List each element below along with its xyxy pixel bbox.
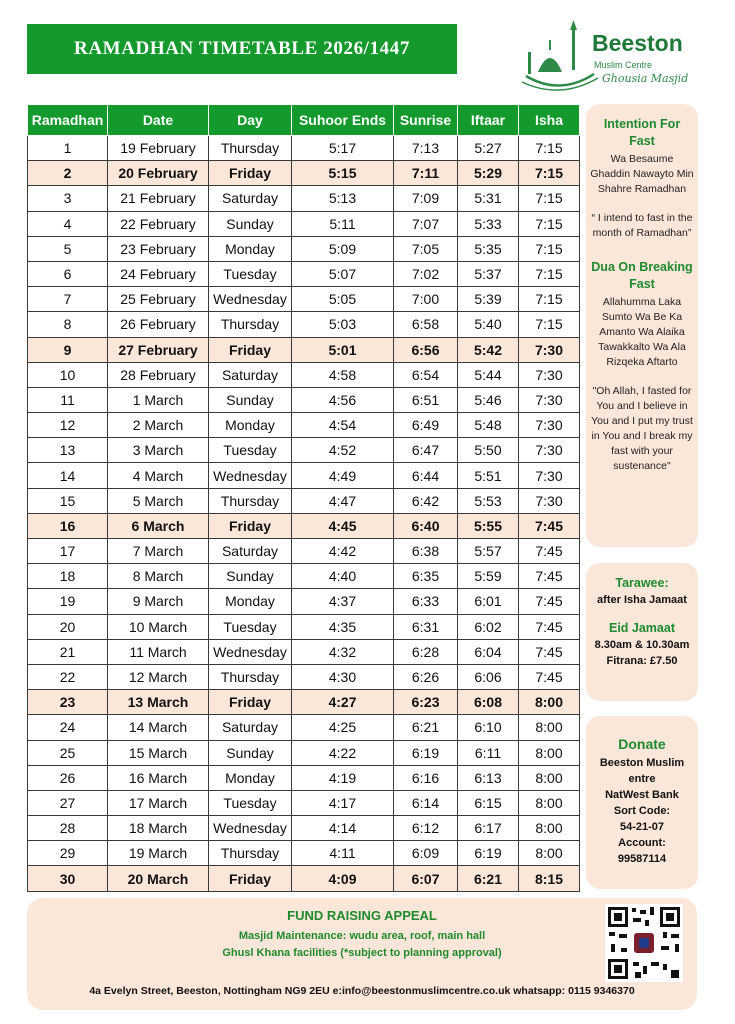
cell-sunrise-time: 7:13 — [394, 136, 458, 161]
cell-sunrise-time: 6:56 — [394, 337, 458, 362]
cell-suhoor-time: 4:52 — [292, 438, 394, 463]
footer-contact: 4a Evelyn Street, Beeston, Nottingham NG9 2EU e:info@beestonmuslimcentre.co.uk whatsapp: 0115 9346370 — [89, 985, 635, 997]
cell-isha-time: 7:45 — [519, 564, 580, 589]
cell-sunrise-time: 6:16 — [394, 765, 458, 790]
mosque-dome-icon — [520, 16, 600, 96]
cell-suhoor-time: 4:11 — [292, 841, 394, 866]
cell-isha-time: 8:15 — [519, 866, 580, 891]
cell-weekday: Sunday — [209, 211, 292, 236]
cell-day-number: 4 — [28, 211, 108, 236]
cell-iftaar-time: 6:19 — [458, 841, 519, 866]
cell-weekday: Thursday — [209, 312, 292, 337]
cell-date: 24 February — [108, 261, 209, 286]
sort-code: 54-21-07 — [619, 821, 665, 833]
cell-weekday: Saturday — [209, 186, 292, 211]
cell-iftaar-time: 5:39 — [458, 287, 519, 312]
cell-iftaar-time: 5:59 — [458, 564, 519, 589]
cell-sunrise-time: 7:09 — [394, 186, 458, 211]
cell-iftaar-time: 6:01 — [458, 589, 519, 614]
intention-dua-box — [586, 104, 698, 547]
cell-suhoor-time: 4:58 — [292, 362, 394, 387]
cell-date: 22 February — [108, 211, 209, 236]
cell-suhoor-time: 5:03 — [292, 312, 394, 337]
cell-weekday: Wednesday — [209, 639, 292, 664]
cell-suhoor-time: 5:01 — [292, 337, 394, 362]
table-row — [28, 866, 580, 891]
cell-day-number: 24 — [28, 715, 108, 740]
cell-suhoor-time: 4:19 — [292, 765, 394, 790]
cell-sunrise-time: 6:35 — [394, 564, 458, 589]
cell-sunrise-time: 6:51 — [394, 387, 458, 412]
cell-iftaar-time: 5:35 — [458, 236, 519, 261]
cell-isha-time: 7:30 — [519, 438, 580, 463]
account-number: 99587114 — [617, 853, 667, 865]
cell-date: 10 March — [108, 614, 209, 639]
cell-iftaar-time: 5:42 — [458, 337, 519, 362]
cell-day-number: 30 — [28, 866, 108, 891]
donate-bank: NatWest Bank — [605, 789, 679, 801]
cell-isha-time: 7:30 — [519, 463, 580, 488]
cell-iftaar-time: 5:40 — [458, 312, 519, 337]
cell-date: 2 March — [108, 413, 209, 438]
cell-suhoor-time: 4:35 — [292, 614, 394, 639]
cell-suhoor-time: 5:13 — [292, 186, 394, 211]
table-row — [28, 589, 580, 614]
cell-weekday: Friday — [209, 337, 292, 362]
page-title: RAMADHAN TIMETABLE 2026/1447 — [74, 38, 410, 59]
cell-iftaar-time: 6:08 — [458, 690, 519, 715]
cell-sunrise-time: 7:05 — [394, 236, 458, 261]
cell-day-number: 16 — [28, 513, 108, 538]
cell-date: 6 March — [108, 513, 209, 538]
cell-isha-time: 8:00 — [519, 790, 580, 815]
cell-sunrise-time: 6:23 — [394, 690, 458, 715]
cell-iftaar-time: 5:33 — [458, 211, 519, 236]
cell-weekday: Saturday — [209, 539, 292, 564]
eid-times: 8.30am & 10.30am — [594, 639, 690, 651]
cell-date: 7 March — [108, 539, 209, 564]
cell-iftaar-time: 6:21 — [458, 866, 519, 891]
cell-weekday: Tuesday — [209, 790, 292, 815]
cell-iftaar-time: 5:51 — [458, 463, 519, 488]
cell-weekday: Sunday — [209, 740, 292, 765]
cell-date: 18 March — [108, 816, 209, 841]
cell-date: 3 March — [108, 438, 209, 463]
masjid-logo — [520, 16, 695, 96]
cell-isha-time: 7:45 — [519, 664, 580, 689]
cell-isha-time: 7:45 — [519, 639, 580, 664]
cell-weekday: Friday — [209, 690, 292, 715]
cell-weekday: Thursday — [209, 841, 292, 866]
cell-day-number: 26 — [28, 765, 108, 790]
cell-sunrise-time: 7:02 — [394, 261, 458, 286]
cell-isha-time: 7:15 — [519, 312, 580, 337]
cell-weekday: Monday — [209, 413, 292, 438]
cell-date: 20 March — [108, 866, 209, 891]
cell-iftaar-time: 5:31 — [458, 186, 519, 211]
cell-day-number: 10 — [28, 362, 108, 387]
cell-sunrise-time: 6:42 — [394, 488, 458, 513]
cell-day-number: 5 — [28, 236, 108, 261]
table-row — [28, 639, 580, 664]
table-row — [28, 765, 580, 790]
donate-box — [586, 716, 698, 889]
cell-day-number: 2 — [28, 161, 108, 186]
cell-sunrise-time: 6:38 — [394, 539, 458, 564]
table-row — [28, 261, 580, 286]
cell-date: 11 March — [108, 639, 209, 664]
cell-iftaar-time: 5:46 — [458, 387, 519, 412]
cell-date: 28 February — [108, 362, 209, 387]
cell-isha-time: 7:15 — [519, 236, 580, 261]
cell-sunrise-time: 6:54 — [394, 362, 458, 387]
cell-iftaar-time: 6:13 — [458, 765, 519, 790]
cell-day-number: 12 — [28, 413, 108, 438]
cell-suhoor-time: 4:14 — [292, 816, 394, 841]
cell-weekday: Thursday — [209, 664, 292, 689]
cell-iftaar-time: 5:48 — [458, 413, 519, 438]
appeal-line-2: Ghusl Khana facilities (*subject to planning approval) — [222, 947, 502, 959]
cell-date: 14 March — [108, 715, 209, 740]
cell-iftaar-time: 6:11 — [458, 740, 519, 765]
dua-heading: Dua On Breaking Fast — [591, 260, 693, 291]
cell-weekday: Sunday — [209, 564, 292, 589]
cell-date: 26 February — [108, 312, 209, 337]
col-header-iftaar: Iftaar — [458, 105, 519, 136]
cell-sunrise-time: 6:47 — [394, 438, 458, 463]
table-header-row — [28, 105, 580, 136]
cell-isha-time: 8:00 — [519, 841, 580, 866]
taraweeh-text: after Isha Jamaat — [597, 594, 687, 606]
cell-day-number: 29 — [28, 841, 108, 866]
cell-day-number: 9 — [28, 337, 108, 362]
cell-sunrise-time: 6:33 — [394, 589, 458, 614]
table-row — [28, 337, 580, 362]
col-header-day: Day — [209, 105, 292, 136]
cell-date: 17 March — [108, 790, 209, 815]
table-row — [28, 136, 580, 161]
cell-date: 19 February — [108, 136, 209, 161]
cell-suhoor-time: 4:22 — [292, 740, 394, 765]
cell-isha-time: 7:30 — [519, 362, 580, 387]
cell-weekday: Wednesday — [209, 816, 292, 841]
intention-arabic: Wa Besaume Ghaddin Nawayto Min Shahre Ramadhan — [590, 153, 694, 195]
cell-iftaar-time: 5:53 — [458, 488, 519, 513]
cell-date: 5 March — [108, 488, 209, 513]
cell-weekday: Tuesday — [209, 261, 292, 286]
cell-day-number: 8 — [28, 312, 108, 337]
cell-isha-time: 8:00 — [519, 690, 580, 715]
cell-day-number: 19 — [28, 589, 108, 614]
cell-day-number: 23 — [28, 690, 108, 715]
cell-iftaar-time: 5:27 — [458, 136, 519, 161]
col-header-sunrise: Sunrise — [394, 105, 458, 136]
cell-iftaar-time: 6:15 — [458, 790, 519, 815]
cell-isha-time: 7:15 — [519, 287, 580, 312]
cell-sunrise-time: 7:07 — [394, 211, 458, 236]
col-header-isha: Isha — [519, 105, 580, 136]
table-row — [28, 161, 580, 186]
cell-isha-time: 7:45 — [519, 539, 580, 564]
cell-sunrise-time: 6:09 — [394, 841, 458, 866]
cell-weekday: Monday — [209, 589, 292, 614]
taraweeh-heading: Tarawee: — [615, 576, 669, 590]
cell-iftaar-time: 6:06 — [458, 664, 519, 689]
cell-sunrise-time: 6:26 — [394, 664, 458, 689]
cell-iftaar-time: 5:44 — [458, 362, 519, 387]
table-row — [28, 841, 580, 866]
cell-suhoor-time: 4:45 — [292, 513, 394, 538]
cell-sunrise-time: 6:21 — [394, 715, 458, 740]
table-row — [28, 539, 580, 564]
cell-day-number: 13 — [28, 438, 108, 463]
table-row — [28, 413, 580, 438]
table-row — [28, 287, 580, 312]
cell-iftaar-time: 5:50 — [458, 438, 519, 463]
cell-day-number: 17 — [28, 539, 108, 564]
table-row — [28, 463, 580, 488]
qr-code-icon[interactable] — [605, 904, 683, 982]
col-header-suhoor: Suhoor Ends — [292, 105, 394, 136]
cell-isha-time: 7:15 — [519, 211, 580, 236]
cell-suhoor-time: 4:17 — [292, 790, 394, 815]
cell-weekday: Wednesday — [209, 287, 292, 312]
cell-day-number: 22 — [28, 664, 108, 689]
cell-suhoor-time: 4:30 — [292, 664, 394, 689]
table-row — [28, 564, 580, 589]
cell-weekday: Tuesday — [209, 438, 292, 463]
cell-date: 19 March — [108, 841, 209, 866]
cell-weekday: Friday — [209, 513, 292, 538]
cell-day-number: 3 — [28, 186, 108, 211]
cell-suhoor-time: 4:54 — [292, 413, 394, 438]
cell-day-number: 15 — [28, 488, 108, 513]
cell-iftaar-time: 5:29 — [458, 161, 519, 186]
intention-heading: Intention For Fast — [603, 117, 681, 148]
cell-suhoor-time: 4:32 — [292, 639, 394, 664]
appeal-line-1: Masjid Maintenance: wudu area, roof, main hall — [238, 930, 486, 942]
account-label: Account: — [618, 837, 666, 849]
table-row — [28, 362, 580, 387]
cell-suhoor-time: 5:11 — [292, 211, 394, 236]
cell-sunrise-time: 6:58 — [394, 312, 458, 337]
table-row — [28, 664, 580, 689]
table-row — [28, 715, 580, 740]
cell-day-number: 21 — [28, 639, 108, 664]
cell-suhoor-time: 5:15 — [292, 161, 394, 186]
cell-day-number: 25 — [28, 740, 108, 765]
fund-raising-appeal — [27, 898, 697, 1010]
dua-arabic: Allahumma Laka Sumto Wa Be Ka Amanto Wa Alaika Tawakkalto Wa Ala Rizqeka Aftarto — [598, 296, 686, 368]
cell-day-number: 14 — [28, 463, 108, 488]
cell-date: 4 March — [108, 463, 209, 488]
table-row — [28, 488, 580, 513]
cell-iftaar-time: 5:57 — [458, 539, 519, 564]
cell-day-number: 27 — [28, 790, 108, 815]
logo-script: Ghousia Masjid — [602, 72, 689, 85]
cell-weekday: Thursday — [209, 488, 292, 513]
title-banner — [27, 24, 457, 74]
table-row — [28, 614, 580, 639]
cell-weekday: Friday — [209, 866, 292, 891]
table-row — [28, 312, 580, 337]
cell-suhoor-time: 4:49 — [292, 463, 394, 488]
cell-sunrise-time: 6:19 — [394, 740, 458, 765]
cell-suhoor-time: 4:09 — [292, 866, 394, 891]
cell-date: 16 March — [108, 765, 209, 790]
cell-iftaar-time: 6:02 — [458, 614, 519, 639]
cell-suhoor-time: 5:17 — [292, 136, 394, 161]
cell-isha-time: 8:00 — [519, 740, 580, 765]
donate-name: Beeston Muslim entre — [599, 757, 685, 785]
cell-suhoor-time: 5:05 — [292, 287, 394, 312]
fitrana: Fitrana: £7.50 — [606, 655, 678, 667]
table-row — [28, 790, 580, 815]
cell-sunrise-time: 6:12 — [394, 816, 458, 841]
cell-date: 13 March — [108, 690, 209, 715]
cell-isha-time: 7:30 — [519, 488, 580, 513]
cell-weekday: Thursday — [209, 136, 292, 161]
cell-suhoor-time: 4:25 — [292, 715, 394, 740]
intention-translation: “ I intend to fast in the month of Ramadhan” — [591, 212, 693, 239]
sort-code-label: Sort Code: — [613, 805, 671, 817]
donate-heading: Donate — [618, 736, 666, 752]
cell-isha-time: 7:45 — [519, 589, 580, 614]
cell-suhoor-time: 5:07 — [292, 261, 394, 286]
cell-suhoor-time: 4:42 — [292, 539, 394, 564]
cell-isha-time: 7:15 — [519, 136, 580, 161]
cell-weekday: Wednesday — [209, 463, 292, 488]
cell-sunrise-time: 6:14 — [394, 790, 458, 815]
table-row — [28, 690, 580, 715]
logo-subtitle: Muslim Centre — [594, 60, 653, 70]
table-row — [28, 816, 580, 841]
table-row — [28, 186, 580, 211]
cell-suhoor-time: 4:27 — [292, 690, 394, 715]
cell-isha-time: 7:45 — [519, 513, 580, 538]
logo-name: Beeston — [592, 30, 683, 56]
cell-isha-time: 8:00 — [519, 765, 580, 790]
cell-suhoor-time: 4:40 — [292, 564, 394, 589]
cell-day-number: 11 — [28, 387, 108, 412]
cell-iftaar-time: 6:04 — [458, 639, 519, 664]
table-row — [28, 211, 580, 236]
dua-translation: "Oh Allah, I fasted for You and I believe in You and I put my trust in You and I break my fast with your sustenance" — [591, 385, 693, 472]
cell-date: 1 March — [108, 387, 209, 412]
cell-day-number: 28 — [28, 816, 108, 841]
cell-weekday: Saturday — [209, 715, 292, 740]
cell-date: 20 February — [108, 161, 209, 186]
cell-isha-time: 8:00 — [519, 816, 580, 841]
cell-day-number: 1 — [28, 136, 108, 161]
col-header-date: Date — [108, 105, 209, 136]
cell-date: 8 March — [108, 564, 209, 589]
cell-sunrise-time: 7:11 — [394, 161, 458, 186]
appeal-title: FUND RAISING APPEAL — [287, 908, 437, 923]
cell-weekday: Monday — [209, 765, 292, 790]
table-row — [28, 236, 580, 261]
cell-sunrise-time: 6:44 — [394, 463, 458, 488]
table-row — [28, 387, 580, 412]
cell-day-number: 18 — [28, 564, 108, 589]
cell-suhoor-time: 4:47 — [292, 488, 394, 513]
cell-day-number: 6 — [28, 261, 108, 286]
cell-suhoor-time: 5:09 — [292, 236, 394, 261]
cell-weekday: Sunday — [209, 387, 292, 412]
cell-isha-time: 7:15 — [519, 161, 580, 186]
cell-suhoor-time: 4:37 — [292, 589, 394, 614]
table-row — [28, 438, 580, 463]
cell-date: 23 February — [108, 236, 209, 261]
cell-sunrise-time: 6:31 — [394, 614, 458, 639]
cell-date: 9 March — [108, 589, 209, 614]
cell-sunrise-time: 7:00 — [394, 287, 458, 312]
timetable — [27, 104, 580, 892]
table-row — [28, 513, 580, 538]
cell-sunrise-time: 6:40 — [394, 513, 458, 538]
cell-iftaar-time: 6:17 — [458, 816, 519, 841]
timetable-body — [28, 136, 580, 892]
cell-day-number: 20 — [28, 614, 108, 639]
cell-isha-time: 7:15 — [519, 186, 580, 211]
cell-isha-time: 7:15 — [519, 261, 580, 286]
cell-date: 21 February — [108, 186, 209, 211]
cell-sunrise-time: 6:49 — [394, 413, 458, 438]
cell-iftaar-time: 5:55 — [458, 513, 519, 538]
cell-sunrise-time: 6:28 — [394, 639, 458, 664]
taraweeh-eid-box — [586, 563, 698, 701]
eid-heading: Eid Jamaat — [608, 621, 675, 635]
cell-isha-time: 7:45 — [519, 614, 580, 639]
cell-weekday: Friday — [209, 161, 292, 186]
cell-date: 15 March — [108, 740, 209, 765]
cell-sunrise-time: 6:07 — [394, 866, 458, 891]
cell-iftaar-time: 6:10 — [458, 715, 519, 740]
cell-suhoor-time: 4:56 — [292, 387, 394, 412]
cell-isha-time: 7:30 — [519, 413, 580, 438]
cell-weekday: Tuesday — [209, 614, 292, 639]
table-row — [28, 740, 580, 765]
cell-date: 12 March — [108, 664, 209, 689]
cell-weekday: Monday — [209, 236, 292, 261]
cell-isha-time: 7:30 — [519, 337, 580, 362]
cell-date: 27 February — [108, 337, 209, 362]
cell-isha-time: 8:00 — [519, 715, 580, 740]
cell-weekday: Saturday — [209, 362, 292, 387]
cell-isha-time: 7:30 — [519, 387, 580, 412]
cell-iftaar-time: 5:37 — [458, 261, 519, 286]
col-header-ramadhan: Ramadhan — [28, 105, 108, 136]
cell-day-number: 7 — [28, 287, 108, 312]
cell-date: 25 February — [108, 287, 209, 312]
